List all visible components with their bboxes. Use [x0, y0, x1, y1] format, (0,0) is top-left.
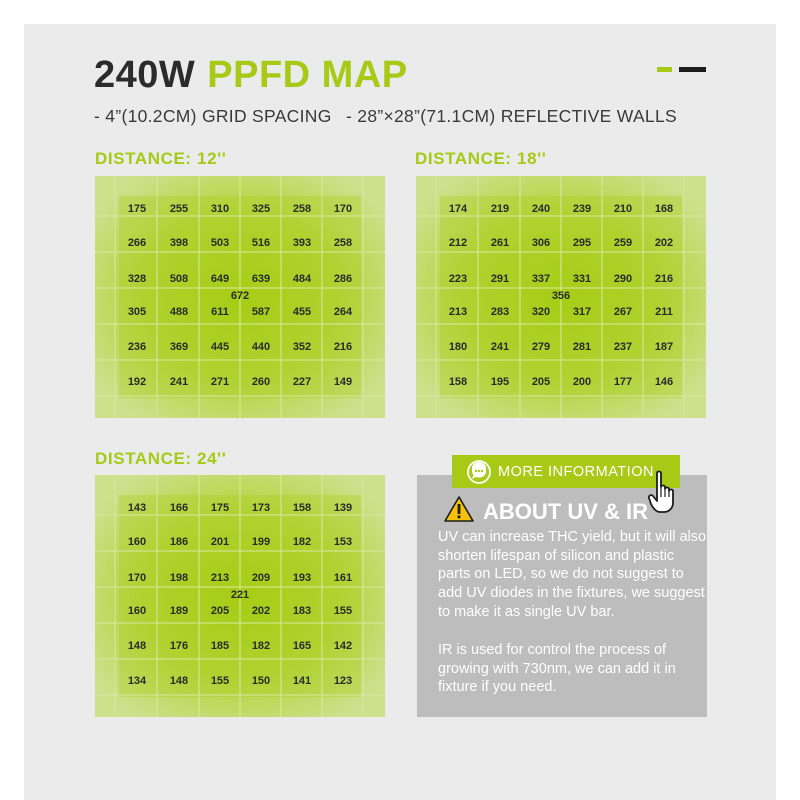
ir-description: IR is used for control the process of growing with 730nm, we can add it in fixture if you need. [438, 642, 676, 696]
ppfd-value: 182 [292, 536, 312, 548]
ppfd-value: 142 [333, 640, 353, 652]
ppfd-grid-24 [95, 475, 385, 717]
ppfd-value: 239 [572, 203, 592, 215]
ppfd-value: 639 [251, 273, 271, 285]
ppfd-value: 187 [654, 341, 674, 353]
ppfd-value: 166 [169, 502, 189, 514]
ppfd-value: 148 [127, 640, 147, 652]
ppfd-value: 331 [572, 273, 592, 285]
ppfd-value: 236 [127, 341, 147, 353]
ppfd-value: 240 [531, 203, 551, 215]
ppfd-value: 216 [654, 273, 674, 285]
spec-grid-spacing: - 4”(10.2CM) GRID SPACING [94, 106, 332, 126]
ppfd-value: 123 [333, 675, 353, 687]
ppfd-value: 150 [251, 675, 271, 687]
ppfd-value: 155 [210, 675, 230, 687]
ppfd-value: 193 [292, 572, 312, 584]
ppfd-value: 205 [531, 376, 551, 388]
ppfd-value: 170 [333, 203, 353, 215]
ppfd-value: 337 [531, 273, 551, 285]
distance-label-24: DISTANCE: 24'' [95, 449, 227, 468]
ppfd-value: 283 [490, 306, 510, 318]
ppfd-grid-12 [95, 176, 385, 418]
ppfd-value: 317 [572, 306, 592, 318]
ppfd-value: 445 [210, 341, 230, 353]
ppfd-value: 199 [251, 536, 271, 548]
ppfd-value: 267 [613, 306, 633, 318]
ppfd-value: 255 [169, 203, 189, 215]
ppfd-value: 175 [127, 203, 147, 215]
ppfd-value: 186 [169, 536, 189, 548]
ppfd-value: 158 [448, 376, 468, 388]
about-uv-ir-title: ABOUT UV & IR [483, 499, 648, 524]
ppfd-value: 213 [210, 572, 230, 584]
ppfd-value: 290 [613, 273, 633, 285]
ppfd-value: 141 [292, 675, 312, 687]
spec-reflective-walls: - 28”×28”(71.1CM) REFLECTIVE WALLS [346, 106, 677, 126]
ppfd-value: 153 [333, 536, 353, 548]
ppfd-value: 352 [292, 341, 312, 353]
ppfd-value: 134 [127, 675, 147, 687]
ppfd-value: 271 [210, 376, 230, 388]
ppfd-center-value: 672 [230, 290, 250, 302]
ppfd-value: 185 [210, 640, 230, 652]
ppfd-grid-18 [416, 176, 706, 418]
ppfd-value: 260 [251, 376, 271, 388]
ppfd-value: 161 [333, 572, 353, 584]
ppfd-value: 177 [613, 376, 633, 388]
ppfd-value: 160 [127, 536, 147, 548]
ppfd-value: 305 [127, 306, 147, 318]
ppfd-value: 258 [292, 203, 312, 215]
ppfd-value: 281 [572, 341, 592, 353]
ppfd-value: 291 [490, 273, 510, 285]
title-wattage: 240W [94, 54, 196, 96]
ppfd-value: 241 [490, 341, 510, 353]
ppfd-value: 286 [333, 273, 353, 285]
more-information-button[interactable] [452, 455, 680, 488]
ppfd-value: 158 [292, 502, 312, 514]
page-title [94, 54, 408, 97]
ppfd-value: 195 [490, 376, 510, 388]
ppfd-value: 516 [251, 237, 271, 249]
ppfd-value: 173 [251, 502, 271, 514]
ppfd-value: 508 [169, 273, 189, 285]
uv-description: UV can increase THC yield, but it will also shorten lifespan of silicon and plastic parts on LED, so we do not suggest to add UV diodes in the fixtures, we suggest to make it as single UV bar. [438, 529, 707, 620]
distance-label-12: DISTANCE: 12'' [95, 149, 227, 168]
ppfd-value: 484 [292, 273, 312, 285]
ppfd-value: 211 [655, 306, 673, 318]
ppfd-value: 192 [127, 376, 147, 388]
warning-icon [444, 496, 474, 522]
ppfd-value: 212 [448, 237, 468, 249]
ppfd-value: 393 [292, 237, 312, 249]
ppfd-value: 160 [127, 605, 147, 617]
ppfd-value: 310 [210, 203, 230, 215]
ppfd-value: 649 [210, 273, 230, 285]
ppfd-value: 261 [490, 237, 510, 249]
ppfd-value: 183 [292, 605, 312, 617]
ppfd-value: 587 [251, 306, 271, 318]
ppfd-value: 325 [251, 203, 271, 215]
ppfd-value: 266 [127, 237, 147, 249]
ppfd-value: 219 [490, 203, 510, 215]
ppfd-value: 201 [210, 536, 230, 548]
ppfd-value: 264 [333, 306, 353, 318]
ppfd-value: 223 [448, 273, 468, 285]
ppfd-value: 146 [654, 376, 674, 388]
ppfd-value: 369 [169, 341, 189, 353]
ppfd-value: 148 [169, 675, 189, 687]
ppfd-value: 306 [531, 237, 551, 249]
ppfd-value: 198 [169, 572, 189, 584]
ppfd-value: 202 [654, 237, 674, 249]
ppfd-value: 139 [333, 502, 353, 514]
ppfd-value: 205 [210, 605, 230, 617]
ppfd-value: 213 [448, 306, 468, 318]
ppfd-value: 259 [613, 237, 633, 249]
ppfd-value: 202 [251, 605, 271, 617]
ppfd-value: 165 [292, 640, 312, 652]
ppfd-value: 295 [572, 237, 592, 249]
ppfd-value: 488 [169, 306, 189, 318]
ppfd-value: 182 [251, 640, 271, 652]
more-information-label: MORE INFORMATION [498, 464, 654, 480]
ppfd-value: 210 [613, 203, 633, 215]
ppfd-value: 440 [251, 341, 271, 353]
decor-bar-dark [679, 67, 706, 72]
ppfd-value: 149 [333, 376, 353, 388]
ppfd-center-value: 356 [551, 290, 571, 302]
ppfd-value: 209 [251, 572, 271, 584]
ppfd-value: 328 [127, 273, 147, 285]
pointer-hand-icon [648, 470, 684, 514]
ppfd-value: 175 [210, 502, 230, 514]
ppfd-value: 170 [127, 572, 147, 584]
ppfd-value: 180 [448, 341, 468, 353]
ppfd-value: 168 [654, 203, 674, 215]
ppfd-value: 176 [169, 640, 189, 652]
ppfd-value: 320 [531, 306, 551, 318]
chat-bubble-icon [466, 459, 492, 485]
ppfd-center-value: 221 [230, 589, 250, 601]
ppfd-value: 503 [210, 237, 230, 249]
distance-label-18: DISTANCE: 18'' [415, 149, 547, 168]
ppfd-value: 237 [613, 341, 633, 353]
ppfd-value: 155 [333, 605, 353, 617]
ppfd-value: 227 [292, 376, 312, 388]
ppfd-value: 398 [169, 237, 189, 249]
decor-bar-green [657, 67, 672, 72]
ppfd-value: 455 [292, 306, 312, 318]
ppfd-value: 258 [333, 237, 353, 249]
ppfd-value: 216 [333, 341, 353, 353]
title-ppfd-map: PPFD MAP [207, 54, 408, 96]
ppfd-value: 189 [169, 605, 189, 617]
ppfd-value: 241 [169, 376, 189, 388]
ppfd-value: 200 [572, 376, 592, 388]
ppfd-value: 143 [127, 502, 147, 514]
ppfd-value: 611 [211, 306, 229, 318]
ppfd-value: 279 [531, 341, 551, 353]
ppfd-value: 174 [448, 203, 468, 215]
